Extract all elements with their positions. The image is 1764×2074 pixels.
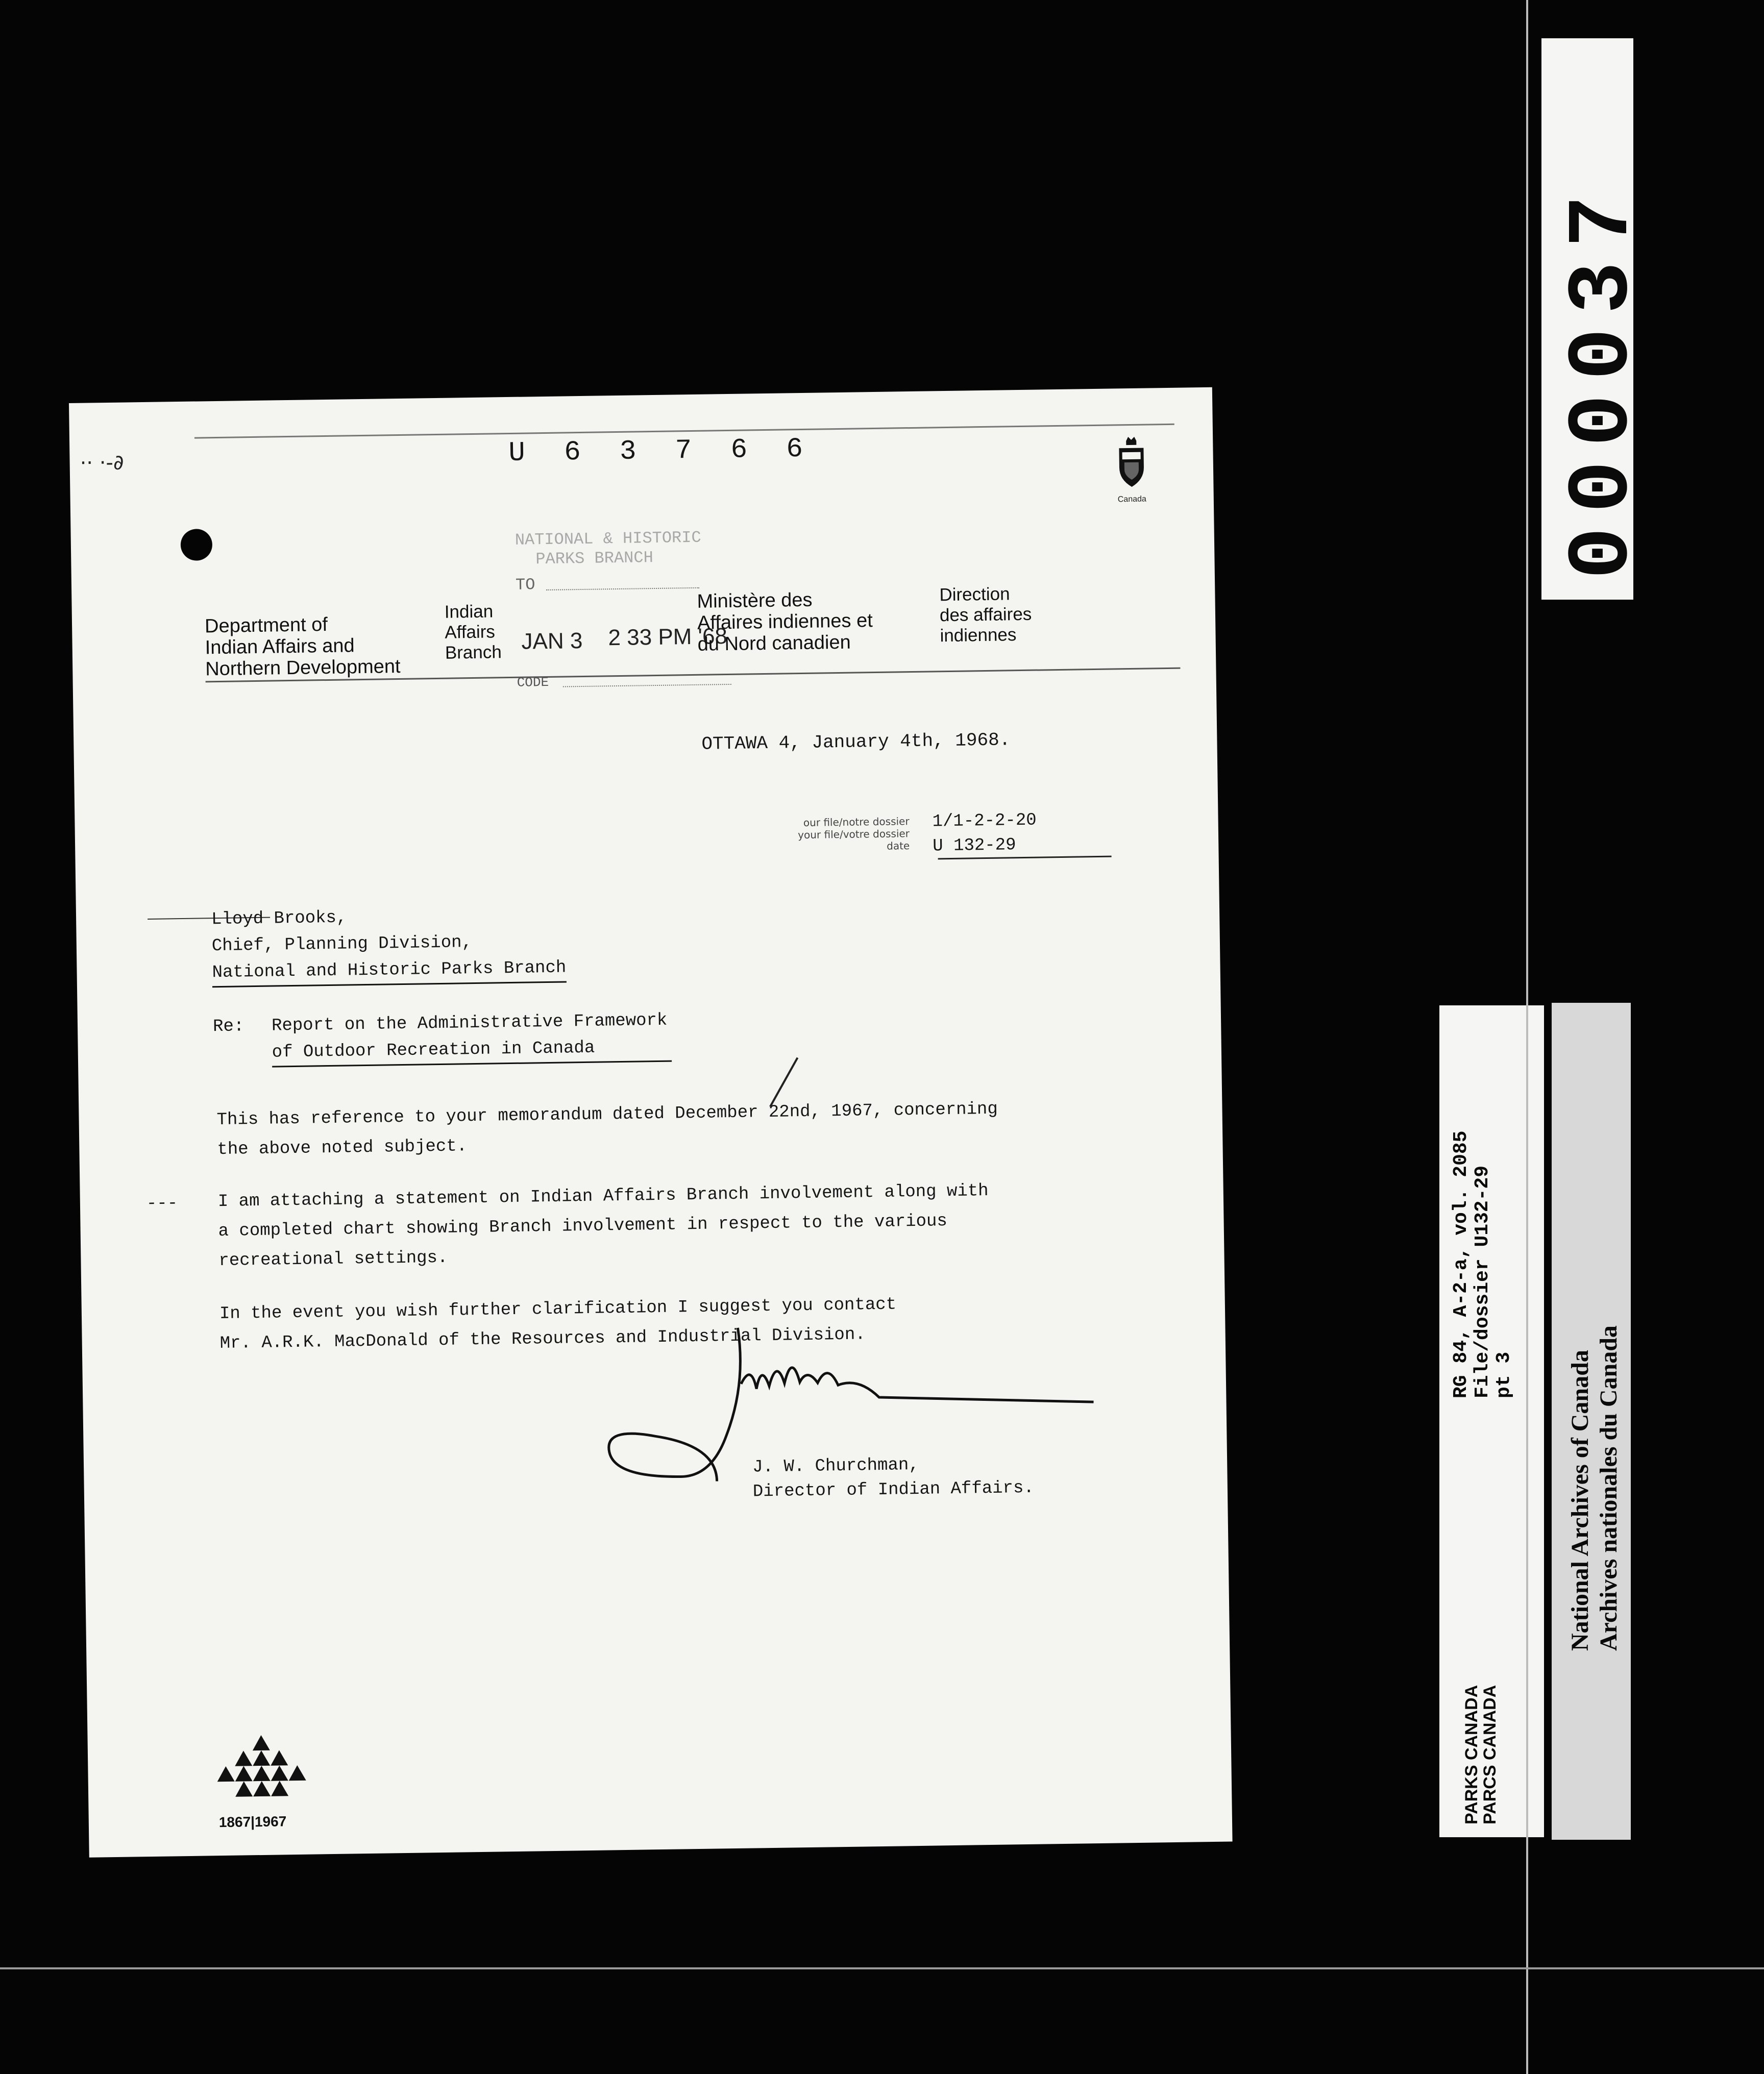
paragraph-2: I am attaching a statement on Indian Affairs Branch involvement along with a completed chart showing Branch involvement in respect to the various recreational settings. — [217, 1181, 989, 1271]
frame-number: 000037 — [1554, 181, 1653, 579]
file-number: U 6 3 7 6 6 — [508, 433, 815, 469]
canada-crest — [1111, 436, 1153, 504]
recipient-block: Lloyd Brooks, Chief, Planning Division, National and Historic Parks Branch — [211, 902, 567, 988]
re-label: Re: — [212, 1017, 244, 1037]
signatory-block: J. W. Churchman, Director of Indian Affairs. — [752, 1455, 1035, 1502]
branch-name-en: Indian Affairs Branch — [444, 601, 502, 663]
stamp-to-line — [546, 587, 699, 590]
your-file-number: U 132-29 — [933, 835, 1016, 856]
handwritten-mark: ·· ·-∂ — [80, 451, 124, 475]
centennial-years: 1867|1967 — [218, 1813, 287, 1831]
stamp-line-1: NATIONAL & HISTORIC — [514, 528, 701, 550]
letter-sheet — [69, 387, 1233, 1858]
dept-name-fr: Ministère des Affaires indiennes et du Nord canadien — [697, 589, 873, 655]
centennial-logo — [212, 1735, 316, 1831]
our-file-number: 1/1-2-2-20 — [932, 810, 1037, 832]
branch-name-fr: Direction des affaires indiennes — [939, 584, 1032, 646]
archive-reference: RG 84, A-2-a, vol. 2085 File/dossier U132-29 pt 3 — [1450, 1130, 1515, 1398]
stamp-to-label: TO — [515, 575, 535, 595]
crest-caption: Canada — [1117, 495, 1146, 504]
stamp-time: 2 33 PM '68 — [608, 624, 728, 651]
subject-block: Report on the Administrative Framework of Outdoor Recreation in Canada — [272, 1007, 672, 1068]
subject-line-2: of Outdoor Recreation in Canada — [272, 1034, 671, 1068]
stamp-date: JAN 3 — [521, 628, 583, 654]
stamp-line-2: PARKS BRANCH — [535, 548, 654, 569]
punch-hole — [180, 529, 212, 561]
stamp-code-line — [563, 684, 731, 687]
place-date: OTTAWA 4, January 4th, 1968. — [701, 729, 1011, 755]
maple-leaf-triangles-icon — [212, 1735, 310, 1813]
film-edge-line — [1526, 0, 1528, 2074]
margin-mark: --- — [146, 1194, 178, 1214]
frame-number-strip — [1541, 38, 1653, 600]
file-ref-values — [932, 808, 1037, 859]
stamp-code-label: CODE — [517, 674, 549, 690]
paragraph-1: This has reference to your memorandum dated December 22nd, 1967, concerning the above noted subject. — [216, 1099, 998, 1160]
paragraph-3: In the event you wish further clarification I suggest you contact Mr. A.R.K. MacDonald of the Resources and Industrial Division. — [219, 1295, 897, 1354]
archives-name: National Archives of Canada Archives nationales du Canada — [1566, 1325, 1622, 1651]
file-ref-labels: our file/notre dossier your file/votre dossier date — [798, 815, 910, 852]
parks-canada-label: PARKS CANADA PARCS CANADA — [1462, 1685, 1500, 1824]
film-bottom-line — [0, 1967, 1764, 1969]
archives-card — [1552, 1003, 1631, 1840]
dept-name-en: Department of Indian Affairs and Northern Development — [204, 613, 401, 680]
reference-card — [1439, 1005, 1544, 1837]
crest-icon — [1111, 436, 1153, 493]
recipient-branch: National and Historic Parks Branch — [212, 955, 566, 988]
